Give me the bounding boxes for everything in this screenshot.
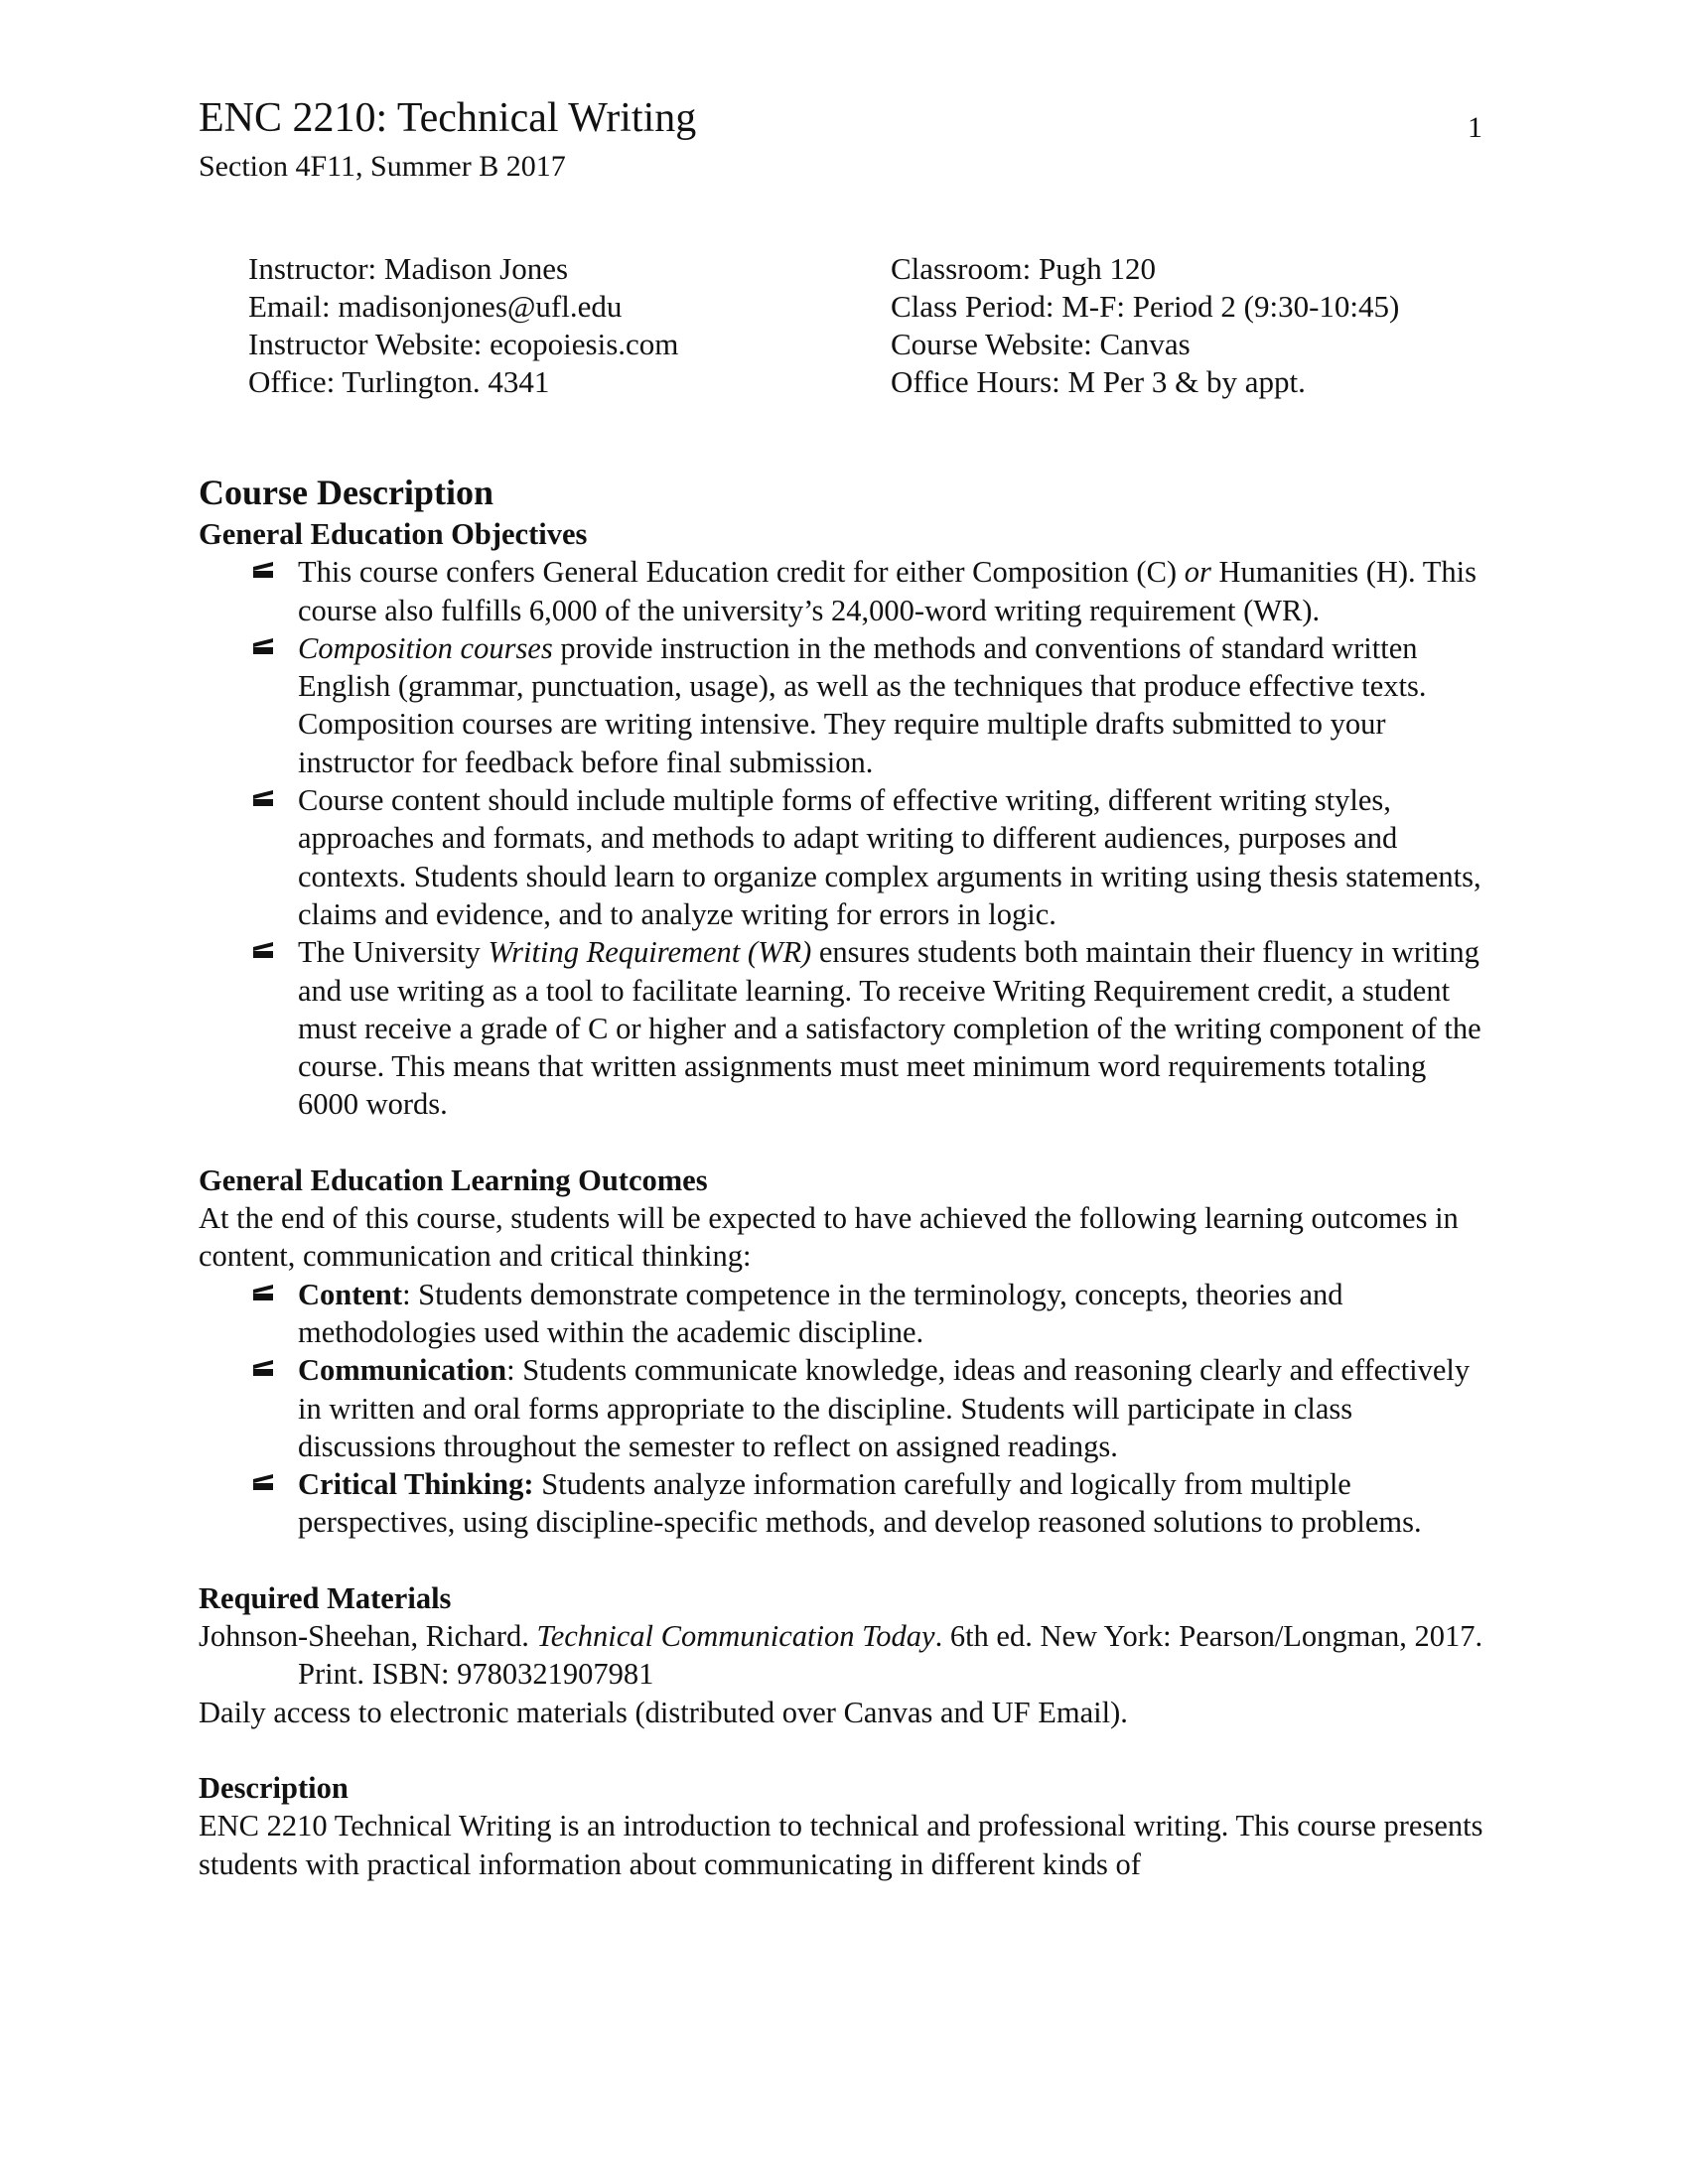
course-website: Course Website: Canvas bbox=[891, 327, 1191, 361]
clapperboard-bullet-icon bbox=[252, 1360, 274, 1376]
section-line: Section 4F11, Summer B 2017 bbox=[199, 150, 566, 183]
page-number: 1 bbox=[1468, 111, 1482, 144]
instructor-name: Instructor: Madison Jones bbox=[248, 251, 569, 286]
class-info bbox=[891, 250, 1399, 401]
textbook-citation: Johnson-Sheehan, Richard. Technical Communication Today. 6th ed. New York: Pearson/Longman, 2017. Print. ISBN: 9780321907981 bbox=[199, 1619, 1483, 1692]
instructor-info bbox=[248, 250, 678, 401]
course-description-heading: Course Description bbox=[199, 473, 493, 512]
class-period: Class Period: M-F: Period 2 (9:30-10:45) bbox=[891, 289, 1400, 324]
clapperboard-bullet-icon bbox=[252, 638, 274, 654]
list-item: Composition courses provide instruction in the methods and conventions of standard written English (grammar, punctuation, usage), as well as the techniques that produce effective texts. Composition courses are writing intensive. They require multiple drafts submitted to your instructor for feedback before final submission. bbox=[199, 629, 1489, 781]
outcomes-list bbox=[199, 1276, 1489, 1542]
list-item: The University Writing Requirement (WR) ensures students both maintain their fluency in writing and use writing as a tool to facilitate learning. To receive Writing Requirement credit, a student must receive a grade of C or higher and a satisfactory completion of the writing component of the course. This means that written assignments must meet minimum word requirements totaling 6000 words. bbox=[199, 933, 1489, 1123]
materials-heading: Required Materials bbox=[199, 1580, 452, 1615]
clapperboard-bullet-icon bbox=[252, 942, 274, 958]
list-item: Course content should include multiple forms of effective writing, different writing styles, approaches and formats, and methods to adapt writing to different audiences, purposes and contexts. Students should learn to organize complex arguments in writing using thesis statements, claims and evidence, and to analyze writing for errors in logic. bbox=[199, 781, 1489, 933]
instructor-website: Instructor Website: ecopoiesis.com bbox=[248, 327, 679, 361]
description-text: ENC 2210 Technical Writing is an introduction to technical and professional writing. This course presents students with practical information about communicating in different kinds of bbox=[199, 1809, 1483, 1881]
objectives-list bbox=[199, 553, 1489, 1123]
syllabus-body bbox=[199, 470, 1489, 1883]
instructor-email: Email: madisonjones@ufl.edu bbox=[248, 289, 623, 324]
outcomes-heading: General Education Learning Outcomes bbox=[199, 1162, 708, 1197]
list-item: Content: Students demonstrate competence in the terminology, concepts, theories and methodologies used within the academic discipline. bbox=[199, 1276, 1489, 1352]
clapperboard-bullet-icon bbox=[252, 562, 274, 578]
instructor-office: Office: Turlington. 4341 bbox=[248, 364, 550, 399]
list-item: Critical Thinking: Students analyze information carefully and logically from multiple perspectives, using discipline-specific methods, and develop reasoned solutions to problems. bbox=[199, 1465, 1489, 1542]
clapperboard-bullet-icon bbox=[252, 1285, 274, 1300]
list-item: This course confers General Education credit for either Composition (C) or Humanities (H). This course also fulfills 6,000 of the university’s 24,000-word writing requirement (WR). bbox=[199, 553, 1489, 629]
outcomes-intro: At the end of this course, students will be expected to have achieved the following learning outcomes in content, communication and critical thinking: bbox=[199, 1201, 1459, 1274]
daily-access-note: Daily access to electronic materials (distributed over Canvas and UF Email). bbox=[199, 1695, 1128, 1729]
course-title: ENC 2210: Technical Writing bbox=[199, 95, 697, 141]
clapperboard-bullet-icon bbox=[252, 790, 274, 806]
clapperboard-bullet-icon bbox=[252, 1474, 274, 1490]
office-hours: Office Hours: M Per 3 & by appt. bbox=[891, 364, 1306, 399]
list-item: Communication: Students communicate knowledge, ideas and reasoning clearly and effectively in written and oral forms appropriate to the discipline. Students will participate in class discussions throughout the semester to reflect on assigned readings. bbox=[199, 1351, 1489, 1465]
description-heading: Description bbox=[199, 1770, 349, 1805]
objectives-heading: General Education Objectives bbox=[199, 517, 588, 551]
classroom: Classroom: Pugh 120 bbox=[891, 251, 1156, 286]
